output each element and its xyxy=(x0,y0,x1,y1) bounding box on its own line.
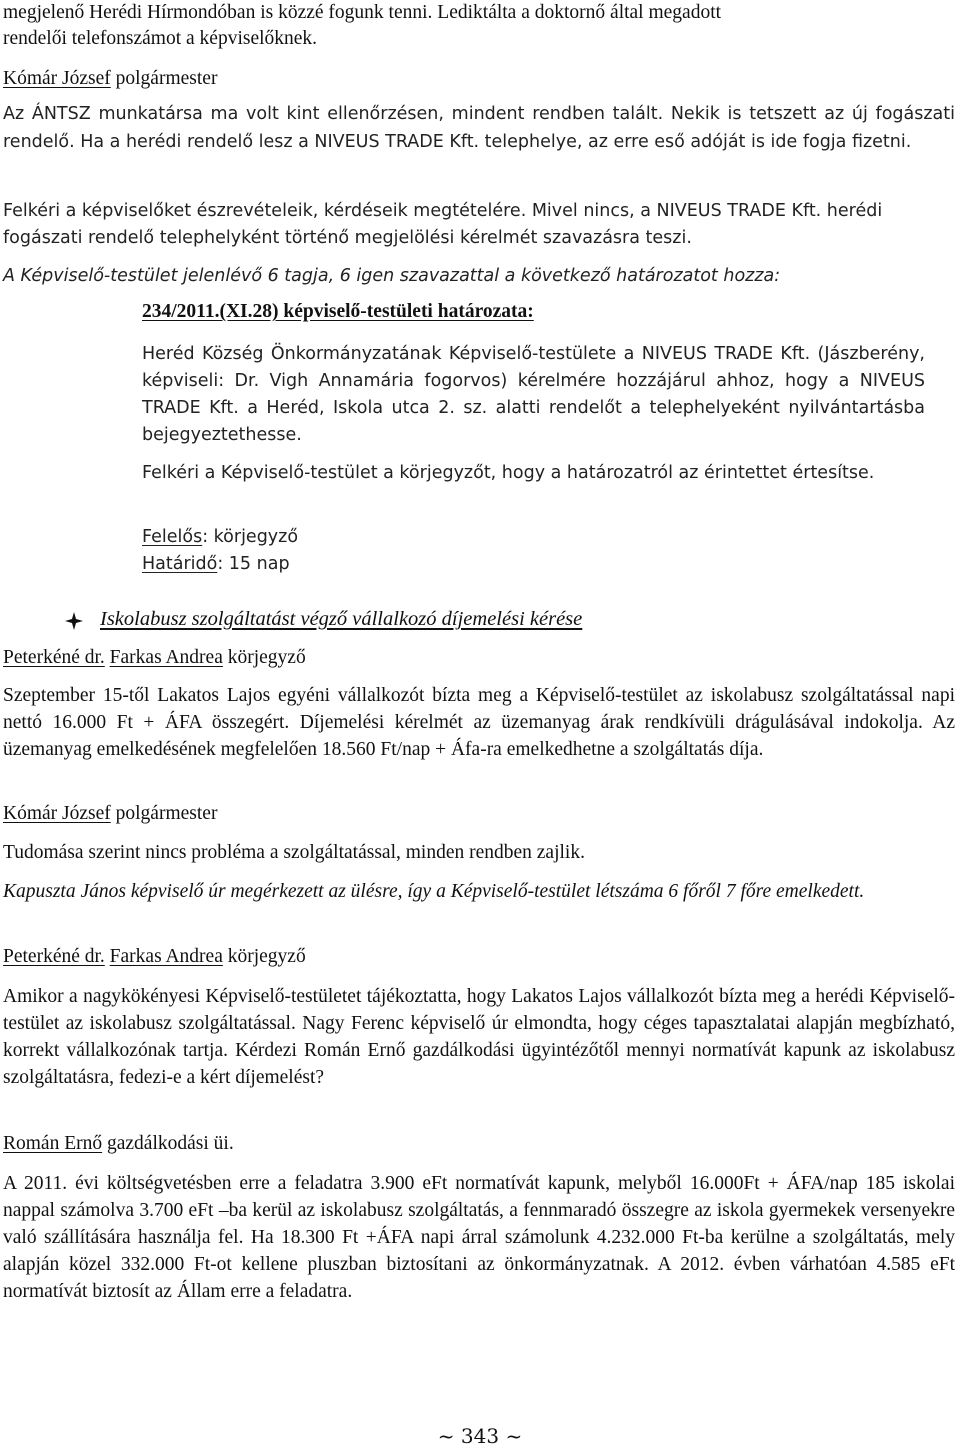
section-heading: Iskolabusz szolgáltatást végző vállalkozó díjemelési kérése xyxy=(100,608,583,630)
diamond-bullet-icon xyxy=(65,612,83,630)
notary-paragraph: Amikor a nagykökényesi Képviselő-testületet tájékoztatta, hogy Lakatos Lajos vállalkozót bízta meg a herédi Képviselő-testület az iskolabusz szolgáltatással. Nagy Ferenc képviselő úr elmondta, hogy céges tapasztalatai alapján megbízható, korrekt vállalkozónak tartja. Kérdezi Román Ernő gazdálkodási ügyintézőtől mennyi normatívát kapunk az iskolabusz szolgáltatásra, fedezi-e a kért díjemelést? xyxy=(3,986,955,1088)
speaker-role: polgármester xyxy=(115,68,218,89)
september-paragraph: Szeptember 15-től Lakatos Lajos egyéni vállalkozót bízta meg a Képviselő-testület az iskolabusz szolgáltatással napi nettó 16.000 Ft + ÁFA összegért. Díjemelési kérelmét az üzemanyag árak rendkívüli drágulásával indokolja. Az üzemanyag emelkedésének megfelelően 18.560 Ft/nap + Áfa-ra emelkedhetne a szolgáltatás díja. xyxy=(3,685,955,760)
speaker-notary-1: Peterkéné dr. Farkas Andrea körjegyző xyxy=(3,647,306,668)
resolution-responsible: Felelős: körjegyző xyxy=(142,527,299,547)
resolution-notify: Felkéri a Képviselő-testület a körjegyzőt, hogy a határozatról az érintettet értesítse. xyxy=(142,463,875,483)
resolution-number: 234/2011.(XI.28) képviselő-testületi határozata: xyxy=(142,301,534,322)
vote-result: A Képviselő-testület jelenlévő 6 tagja, 6 igen szavazattal a következő határozatot hozza: xyxy=(3,266,781,286)
antsz-paragraph: Az ÁNTSZ munkatársa ma volt kint ellenőrzésen, mindent rendben talált. Nekik is tetszett az új fogászati rendelő. Ha a herédi rendelő lesz a NIVEUS TRADE Kft. telephelye, az erre eső adóját is ide fogja fizetni. xyxy=(3,104,955,152)
finance-paragraph: A 2011. évi költségvetésben erre a feladatra 3.900 eFt normatívát kapunk, melyből 16.000Ft + ÁFA/nap 185 iskolai nappal számolva 3.700 eFt –ba kerül az iskolabusz szolgáltatás, a fennmaradó összegre az iskola gyermekek versenyekre való szállítására használja fel. Ha 18.300 Ft +ÁFA napi árral számolunk 4.232.000 Ft-ba kerülne a szolgáltatás, mely alapján közel 332.000 Ft-ot kellene pluszban biztosítani az önkormányzatnak. A 2012. évben várhatóan 4.585 eFt normatívát biztosít az Állam erre a feladatra. xyxy=(3,1173,955,1302)
resolution-body: Heréd Község Önkormányzatának Képviselő-testülete a NIVEUS TRADE Kft. (Jászberény, képviseli: Dr. Vigh Annamária fogorvos) kérelmére hozzájárul ahhoz, hogy a NIVEUS TRADE Kft. a Heréd, Iskola utca 2. sz. alatti rendelőt a telephelyeként nyilvántartásba bejegyeztethesse. xyxy=(142,344,925,445)
speaker-mayor-1 xyxy=(3,66,955,92)
speaker-finance: Román Ernő gazdálkodási üi. xyxy=(3,1133,234,1154)
mayor-reply: Tudomása szerint nincs probléma a szolgáltatással, minden rendben zajlik. xyxy=(3,842,585,863)
arrival-note: Kapuszta János képviselő úr megérkezett az ülésre, így a Képviselő-testület létszáma 6 főről 7 főre emelkedett. xyxy=(3,881,865,902)
resolution-deadline: Határidő: 15 nap xyxy=(142,554,290,574)
speaker-mayor-2: Kómár József polgármester xyxy=(3,803,218,824)
speaker-notary-2: Peterkéné dr. Farkas Andrea körjegyző xyxy=(3,946,306,967)
intro-paragraph: megjelenő Herédi Hírmondóban is közzé fogunk tenni. Lediktálta a doktornő által megadott rendelői telefonszámot a képviselőknek. xyxy=(3,2,722,49)
request-paragraph: Felkéri a képviselőket észrevételeik, kérdéseik megtételére. Mivel nincs, a NIVEUS TRADE Kft. herédi fogászati rendelő telephelyként történő megjelölési kérelmét szavazásra teszi. xyxy=(3,201,883,248)
speaker-name: Kómár József xyxy=(3,68,111,89)
page-number: ~ 343 ~ xyxy=(437,1424,523,1448)
